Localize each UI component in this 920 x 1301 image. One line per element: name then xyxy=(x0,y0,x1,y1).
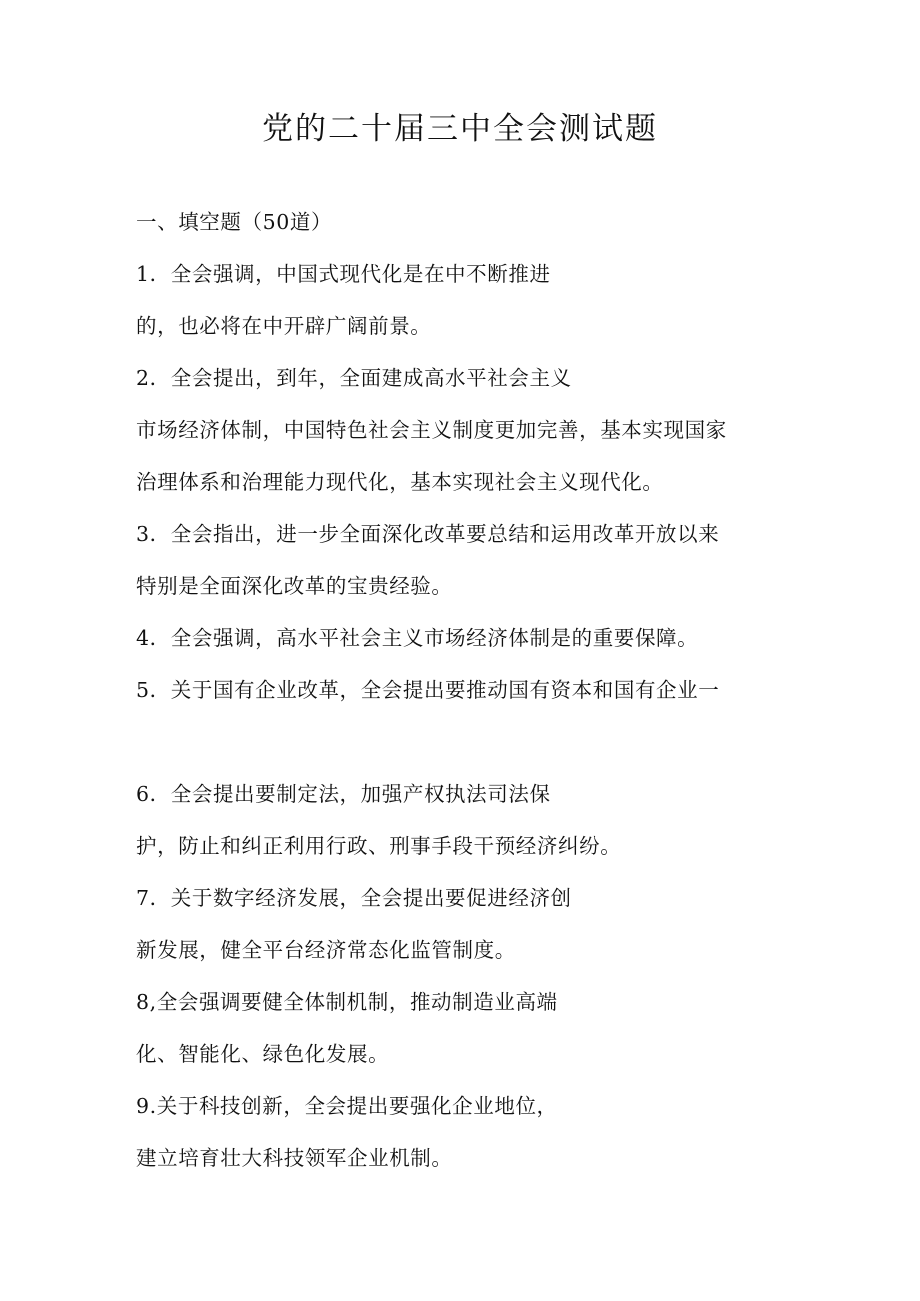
question-9-line-2: 建立培育壮大科技领军企业机制。 xyxy=(136,1146,453,1170)
question-8-line-2: 化、智能化、绿色化发展。 xyxy=(136,1042,390,1066)
question-7-line-1: 7．关于数字经济发展，全会提出要促进经济创 xyxy=(136,886,572,910)
question-1-line-1: 1．全会强调，中国式现代化是在中不断推进 xyxy=(136,262,551,286)
question-4-line-1: 4．全会强调，高水平社会主义市场经济体制是的重要保障。 xyxy=(136,626,699,650)
question-2-line-3: 治理体系和治理能力现代化，基本实现社会主义现代化。 xyxy=(136,470,664,494)
document-body xyxy=(136,200,796,1188)
question-3-line-2: 特别是全面深化改革的宝贵经验。 xyxy=(136,574,453,598)
question-2-line-2: 市场经济体制，中国特色社会主义制度更加完善，基本实现国家 xyxy=(136,418,727,442)
question-6-line-2: 护，防止和纠正利用行政、刑事手段干预经济纠纷。 xyxy=(136,834,622,858)
question-9-line-1: 9.关于科技创新，全会提出要强化企业地位， xyxy=(136,1094,558,1118)
question-6-line-1: 6．全会提出要制定法，加强产权执法司法保 xyxy=(136,782,551,806)
question-8-line-1: 8,全会强调要健全体制机制，推动制造业高端 xyxy=(136,990,558,1014)
question-3-line-1: 3．全会指出，进一步全面深化改革要总结和运用改革开放以来 xyxy=(136,522,720,546)
question-2-line-1: 2．全会提出，到年，全面建成高水平社会主义 xyxy=(136,366,572,390)
question-1-line-2: 的，也必将在中开辟广阔前景。 xyxy=(136,314,432,338)
document-title: 党的二十届三中全会测试题 xyxy=(262,111,658,147)
section-heading: 一、填空题（50道） xyxy=(136,210,333,234)
question-7-line-2: 新发展，健全平台经济常态化监管制度。 xyxy=(136,938,516,962)
question-5-line-1: 5．关于国有企业改革，全会提出要推动国有资本和国有企业一 xyxy=(136,678,720,702)
